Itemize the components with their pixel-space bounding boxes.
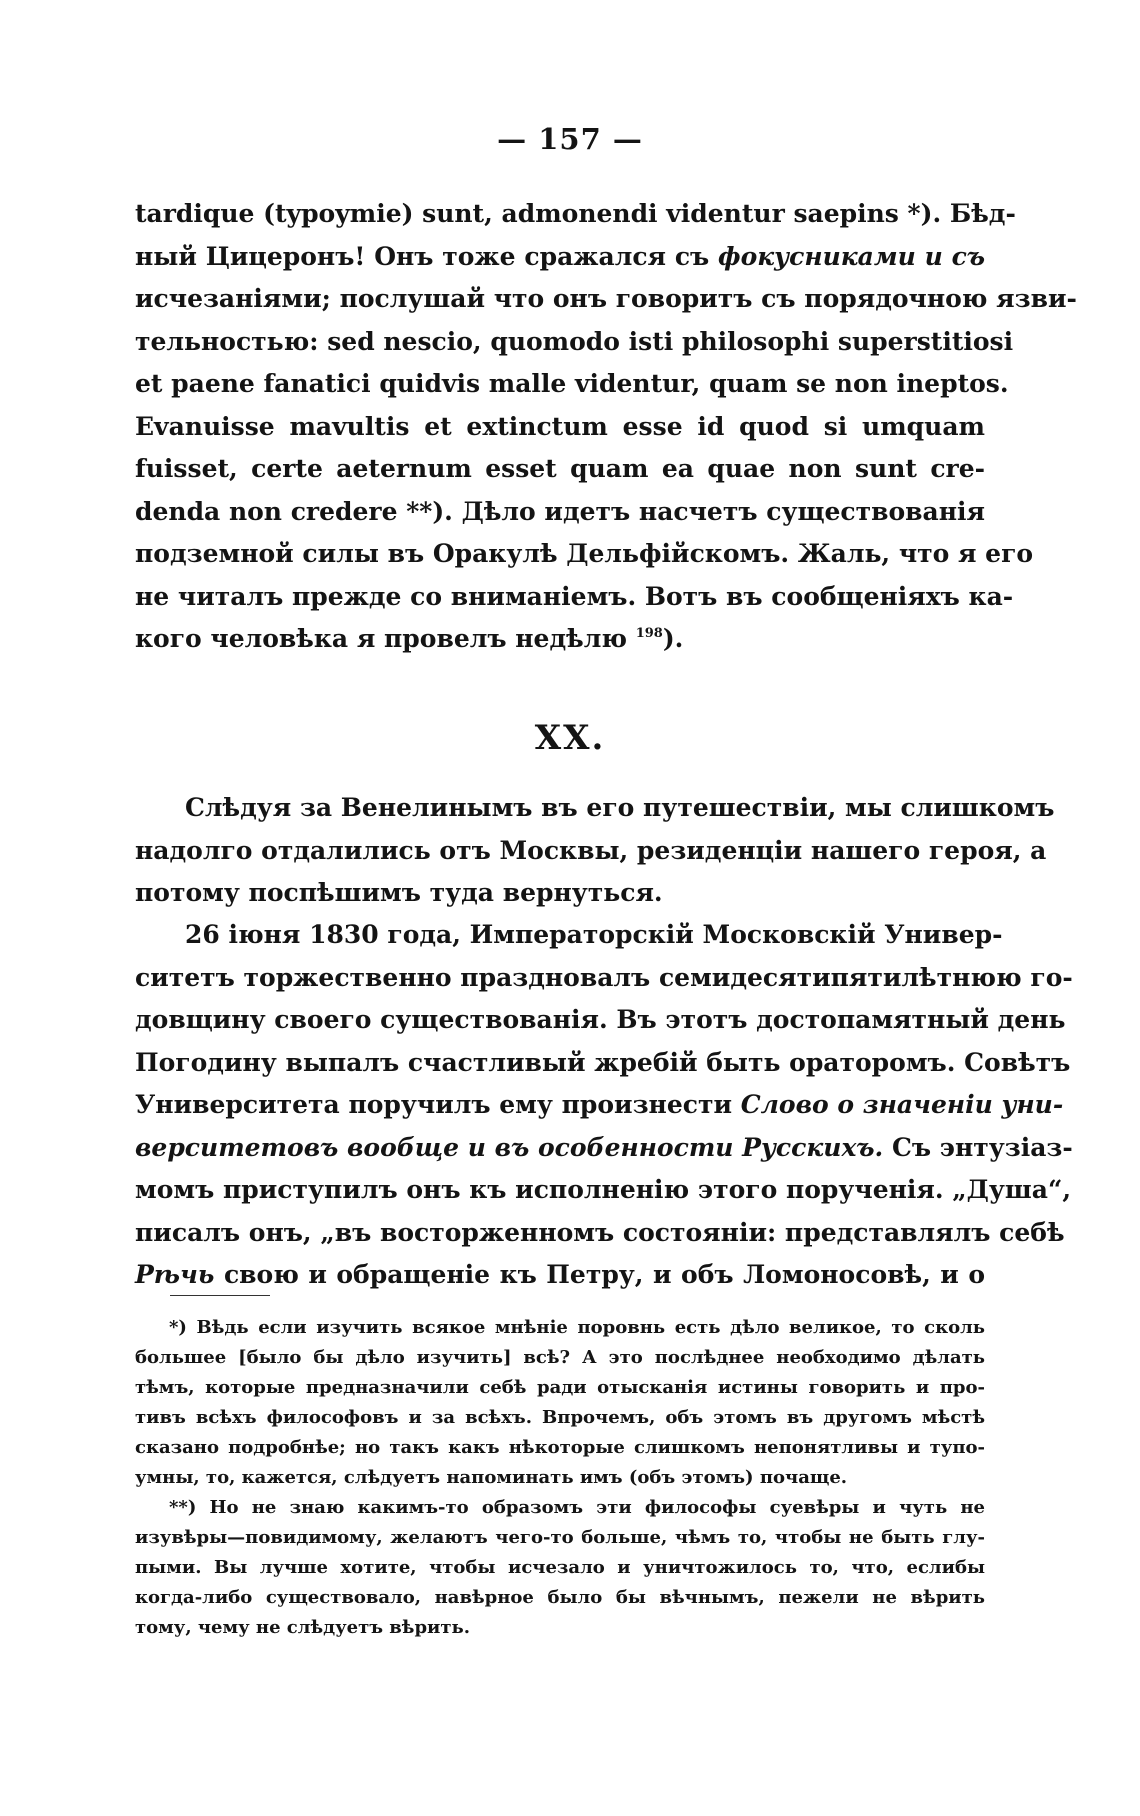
text-line: потому поспѣшимъ туда вернуться. [135,878,663,907]
footnote-line: изувѣры—повидимому, желаютъ чего-то больше, чѣмъ то, чтобы не быть глу- [135,1527,985,1548]
footnote [135,1313,985,1493]
text-segment: ). [662,624,684,653]
footnote-line: тому, чему не слѣдуетъ вѣрить. [135,1617,471,1638]
footnote-line: большее [было бы дѣло изучить] всѣ? А это послѣднее необходимо дѣлать [135,1347,985,1368]
footnote-line: сказано подробнѣе; но такъ какъ нѣкоторые слишкомъ непонятливы и тупо- [135,1437,985,1458]
text-line [135,236,985,279]
text-line: довщину своего существованія. Въ этотъ достопамятный день [135,1005,1066,1034]
text-line: ситетъ торжественно праздновалъ семидесятипятилѣтнюю го- [135,962,1073,992]
footnote [135,1493,985,1643]
text-line: Слѣдуя за Венелинымъ въ его путешествіи, мы слишкомъ [185,793,1055,822]
paragraph [135,914,1073,1297]
text-line: 26 іюня 1830 года, Императорскій Московскій Универ- [185,920,1003,949]
text-line: надолго отдалились отъ Москвы, резиденціи нашего героя, а [135,835,1047,865]
text-line [135,1084,1064,1127]
paragraph [135,787,1055,915]
text-line: Погодину выпалъ счастливый жребій быть ораторомъ. Совѣтъ [135,1047,1071,1077]
text-line: писалъ онъ, „въ восторженномъ состояніи: представлялъ себѣ [135,1217,1065,1247]
footnote-line: *) Вѣдь если изучить всякое мнѣніе поровнь есть дѣло великое, то сколь [169,1317,985,1338]
chapter-heading: XX. [534,718,606,758]
text-segment: Съ энтузіаз- [883,1132,1073,1162]
italic-phrase: Слово о значеніи уни- [740,1090,1064,1119]
text-line: et paene fanatici quidvis malle videntur, quam se non ineptos. [135,369,1009,398]
text-line: тельностью: sed nescio, quomodo isti philosophi superstitiosi [135,326,1014,356]
text-line [135,618,985,661]
text-line: подземной силы въ Оракулѣ Дельфійскомъ. Жаль, что я его [135,539,1034,568]
footnote-line: тивъ всѣхъ философовъ и за всѣхъ. Впрочемъ, объ этомъ въ другомъ мѣстѣ [135,1407,985,1428]
text-line: denda non credere **). Дѣло идетъ насчетъ существованія [135,496,985,526]
italic-phrase: Рѣчь [135,1260,215,1289]
text-segment: ный Цицеронъ! Онъ тоже сражался съ [135,241,719,271]
text-segment: свою и обращеніе къ Петру, и объ Ломоносовѣ, и о [223,1260,985,1289]
paragraph-continued [135,193,1077,661]
text-segment: Университета поручилъ ему произнести [135,1090,741,1119]
italic-phrase: фокусниками и съ [718,241,986,271]
page-number: — 157 — [497,122,643,156]
text-line: fuisset, certe aeternum esset quam ea quae non sunt cre- [135,454,985,483]
footnote-line: **) Но не знаю какимъ-то образомъ эти философы суевѣры и чуть не [169,1497,985,1518]
text-line: момъ приступилъ онъ къ исполненію этого порученія. „Душа“, [135,1175,1072,1204]
footnote-line: умны, то, кажется, слѣдуетъ напоминать имъ (объ этомъ) почаще. [135,1467,848,1488]
footnote-divider [170,1295,270,1296]
text-line: исчезаніями; послушай что онъ говоритъ съ порядочною язви- [135,284,1077,313]
footnote-line: когда-либо существовало, навѣрное было бы вѣчнымъ, пежели не вѣрить [135,1587,985,1608]
footnote-line: пыми. Вы лучше хотите, чтобы исчезало и уничтожилось то, что, еслибы [135,1557,985,1578]
text-line: tardique (typoymie) sunt, admonendi videntur saepins *). Бѣд- [135,199,1016,228]
text-segment: кого человѣка я провелъ недѣлю [135,624,627,653]
text-line: Evanuisse mavultis et extinctum esse id quod si umquam [135,411,985,441]
footnote-reference: 198 [635,626,663,641]
italic-phrase: верситетовъ вообще и въ особенности Русскихъ. [135,1132,884,1162]
text-line: не читалъ прежде со вниманіемъ. Вотъ въ сообщеніяхъ ка- [135,581,1014,611]
text-line [135,1254,985,1297]
footnote-line: тѣмъ, которые предназначили себѣ ради отысканія истины говорить и про- [135,1377,985,1398]
text-line [135,1127,1073,1170]
